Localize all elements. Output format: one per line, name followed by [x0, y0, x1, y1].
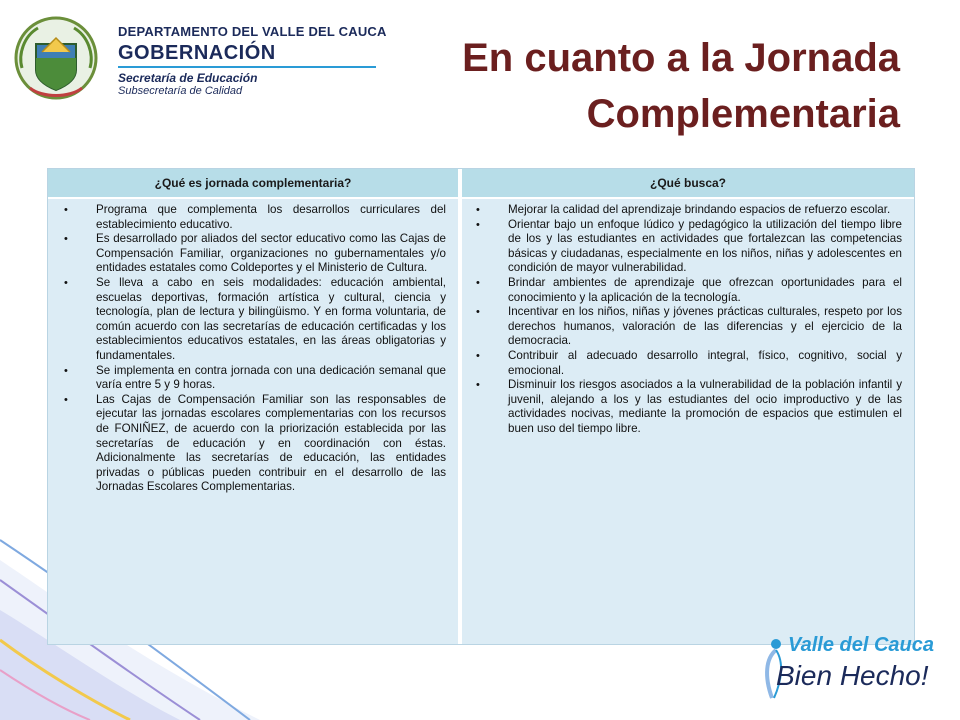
header-logo: [12, 14, 387, 104]
list-item: • Mejorar la calidad del aprendizaje brindando espacios de refuerzo escolar.: [472, 203, 902, 218]
list-item: • Las Cajas de Compensación Familiar son las responsables de ejecutar las jornadas escolares complementarias con los recursos de FONIÑEZ, de acuerdo con la priorización establecida por las secretarías de educación y en coordinación con éstas. Adicionalmente las secretarías de educación, las entidades privadas o públicas pueden contribuir en el desarrollo de las Jornadas Escolares Complementarias.: [60, 393, 446, 495]
table-header: [48, 169, 914, 199]
subsecretariat-name: Subsecretaría de Calidad: [118, 85, 243, 97]
slide-title: [380, 30, 900, 142]
list-item: • Se lleva a cabo en seis modalidades: educación ambiental, escuelas deportivas, formación artística y cultural, ciencia y tecnología, plan de lectura y bilingüismo. Y en forma voluntaria, de común acuerdo con las secretarías de educación certificadas y los establecimientos educativos estatales, en las áreas obligatorias y fundamentales.: [60, 276, 446, 364]
what-seeks-list: [472, 203, 902, 437]
column-divider: [458, 169, 462, 644]
coat-of-arms-icon: [12, 14, 100, 102]
government-name: GOBERNACIÓN: [118, 42, 276, 64]
header-divider: [118, 66, 376, 68]
comparison-table: [47, 168, 915, 645]
slide-title-line-2: Complementaria: [586, 92, 900, 136]
list-item: • Es desarrollado por aliados del sector educativo como las Cajas de Compensación Familiar, organizaciones no gubernamentales y/o entidades estatales como Coldeportes y el Ministerio de Cultura.: [60, 232, 446, 276]
list-item: • Contribuir al adecuado desarrollo integral, físico, cognitivo, social y emocional.: [472, 349, 902, 378]
header-what-is: ¿Qué es jornada complementaria?: [154, 176, 352, 190]
list-item: • Se implementa en contra jornada con una dedicación semanal que varía entre 5 y 9 horas.: [60, 364, 446, 393]
list-item: • Programa que complementa los desarrollos curriculares del establecimiento educativo.: [60, 203, 446, 232]
slide-title-line-1: En cuanto a la Jornada: [462, 36, 900, 80]
list-item: • Orientar bajo un enfoque lúdico y pedagógico la utilización del tiempo libre de los y las estudiantes en actividades que fortalezcan las competencias básicas y ciudadanas, especialmente en los niños, niñas y adolescentes en condición de mayor vulnerabilidad.: [472, 218, 902, 276]
brand-slogan: Bien Hecho!: [776, 660, 929, 691]
list-item: • Brindar ambientes de aprendizaje que ofrezcan oportunidades para el conocimiento y la aplicación de la tecnología.: [472, 276, 902, 305]
header-what-seeks: ¿Qué busca?: [649, 176, 726, 190]
department-name: DEPARTAMENTO DEL VALLE DEL CAUCA: [118, 24, 387, 39]
brand-name: Valle del Cauca: [788, 634, 934, 656]
brand-logo: [760, 630, 950, 710]
list-item: • Disminuir los riesgos asociados a la vulnerabilidad de la población infantil y juvenil, alejando a los y las estudiantes del ocio improductivo y de las actividades nocivas, mediante la promoción de espacios que estimulen el buen uso del tiempo libre.: [472, 378, 902, 436]
list-item: • Incentivar en los niños, niñas y jóvenes prácticas culturales, respeto por los derechos humanos, valoración de las diferencias y el ejercicio de la democracia.: [472, 305, 902, 349]
secretariat-name: Secretaría de Educación: [118, 71, 258, 85]
what-is-list: [60, 203, 446, 495]
